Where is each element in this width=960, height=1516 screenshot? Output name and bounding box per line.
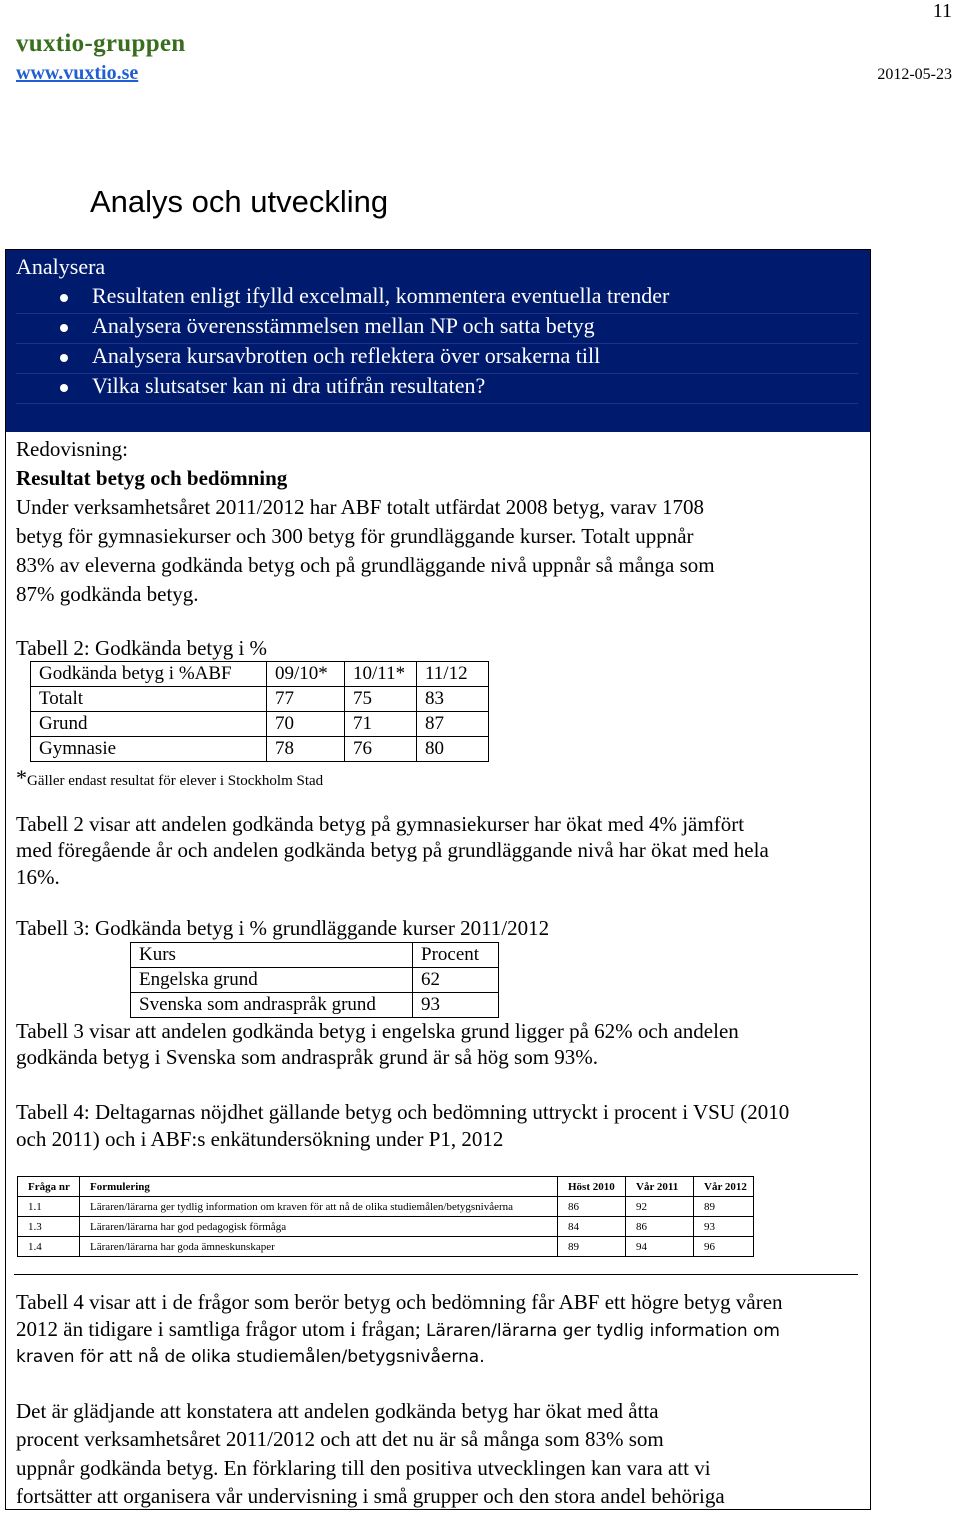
table-row: 1.1 Läraren/lärarna ger tydlig information om kraven för att nå de olika studiemålen/betygsnivåerna 86 92 89 (18, 1197, 754, 1217)
analysera-heading: Analysera (16, 254, 106, 279)
table-header-row: Fråga nr Formulering Höst 2010 Vår 2011 Vår 2012 (18, 1177, 754, 1197)
analysera-box (6, 250, 870, 432)
paragraph-line: 87% godkända betyg. (16, 582, 199, 606)
bullet-icon (60, 324, 68, 332)
list-item: Vilka slutsatser kan ni dra utifrån resultaten? (16, 373, 858, 404)
paragraph-line: Tabell 4 visar att i de frågor som berör betyg och bedömning får ABF ett högre betyg våren (16, 1290, 783, 1314)
table4-caption-line: Tabell 4: Deltagarnas nöjdhet gällande betyg och bedömning uttryckt i procent i VSU (2010 (16, 1100, 790, 1124)
table-row: 1.3 Läraren/lärarna har god pedagogisk förmåga 84 86 93 (18, 1217, 754, 1237)
table-row: Engelska grund 62 (131, 968, 499, 993)
table3-caption: Tabell 3: Godkända betyg i % grundläggande kurser 2011/2012 (16, 916, 550, 940)
paragraph-line: Det är glädjande att konstatera att andelen godkända betyg har ökat med åtta (16, 1399, 659, 1423)
org-url-link[interactable]: www.vuxtio.se (16, 62, 139, 84)
table-row: Kurs Procent (131, 943, 499, 968)
bullet-icon (60, 384, 68, 392)
table-row: Gymnasie 78 76 80 (31, 737, 489, 762)
paragraph-line: Tabell 3 visar att andelen godkända betyg i engelska grund ligger på 62% och andelen (16, 1019, 739, 1043)
bullet-icon (60, 354, 68, 362)
paragraph-line: 16%. (16, 865, 60, 889)
table3 (130, 942, 499, 1018)
redovisning-subheading: Resultat betyg och bedömning (16, 466, 288, 490)
table4-caption-line: och 2011) och i ABF:s enkätundersökning under P1, 2012 (16, 1127, 504, 1151)
list-item: Analysera kursavbrotten och reflektera över orsakerna till (16, 343, 858, 374)
table2 (30, 661, 489, 762)
paragraph-line: med föregående år och andelen godkända betyg på grundläggande nivå har ökat med hela (16, 838, 769, 862)
paragraph-line: uppnår godkända betyg. En förklaring till den positiva utvecklingen kan vara att vi (16, 1456, 711, 1480)
divider (14, 1274, 858, 1275)
section-title: Analys och utveckling (90, 184, 389, 219)
redovisning-label: Redovisning: (16, 437, 129, 461)
bullet-icon (60, 294, 68, 302)
paragraph-line: fortsätter att organisera vår undervisning i små grupper och den stora andel behöriga (16, 1484, 725, 1508)
paragraph-line: procent verksamhetsåret 2011/2012 och att det nu är så många som 83% som (16, 1427, 664, 1451)
table-row: 1.4 Läraren/lärarna har goda ämneskunskaper 89 94 96 (18, 1237, 754, 1257)
paragraph-line: kraven för att nå de olika studiemålen/betygsnivåerna. (16, 1347, 485, 1367)
table-row: Totalt 77 75 83 (31, 687, 489, 712)
table-row: Godkända betyg i %ABF 09/10* 10/11* 11/12 (31, 662, 489, 687)
table-row: Grund 70 71 87 (31, 712, 489, 737)
table-row: Svenska som andraspråk grund 93 (131, 993, 499, 1018)
table4 (17, 1176, 754, 1257)
header-date: 2012-05-23 (877, 66, 952, 83)
list-item: Resultaten enligt ifylld excelmall, kommentera eventuella trender (16, 283, 858, 314)
paragraph-line: betyg för gymnasiekurser och 300 betyg för grundläggande kurser. Totalt uppnår (16, 524, 694, 548)
paragraph-line: godkända betyg i Svenska som andraspråk grund är så hög som 93%. (16, 1045, 599, 1069)
table2-caption: Tabell 2: Godkända betyg i % (16, 636, 268, 660)
paragraph-line: 2012 än tidigare i samtliga frågor utom i frågan; Läraren/lärarna ger tydlig information om (16, 1317, 780, 1341)
paragraph-line: 83% av eleverna godkända betyg och på grundläggande nivå uppnår så många som (16, 553, 715, 577)
list-item: Analysera överensstämmelsen mellan NP och satta betyg (16, 313, 858, 344)
paragraph-line: Tabell 2 visar att andelen godkända betyg på gymnasiekurser har ökat med 4% jämfört (16, 812, 745, 836)
org-name: vuxtio-gruppen (16, 30, 186, 57)
table2-note: *Gäller endast resultat för elever i Stockholm Stad (16, 765, 324, 790)
page-number: 11 (932, 0, 952, 22)
paragraph-line: Under verksamhetsåret 2011/2012 har ABF totalt utfärdat 2008 betyg, varav 1708 (16, 495, 704, 519)
